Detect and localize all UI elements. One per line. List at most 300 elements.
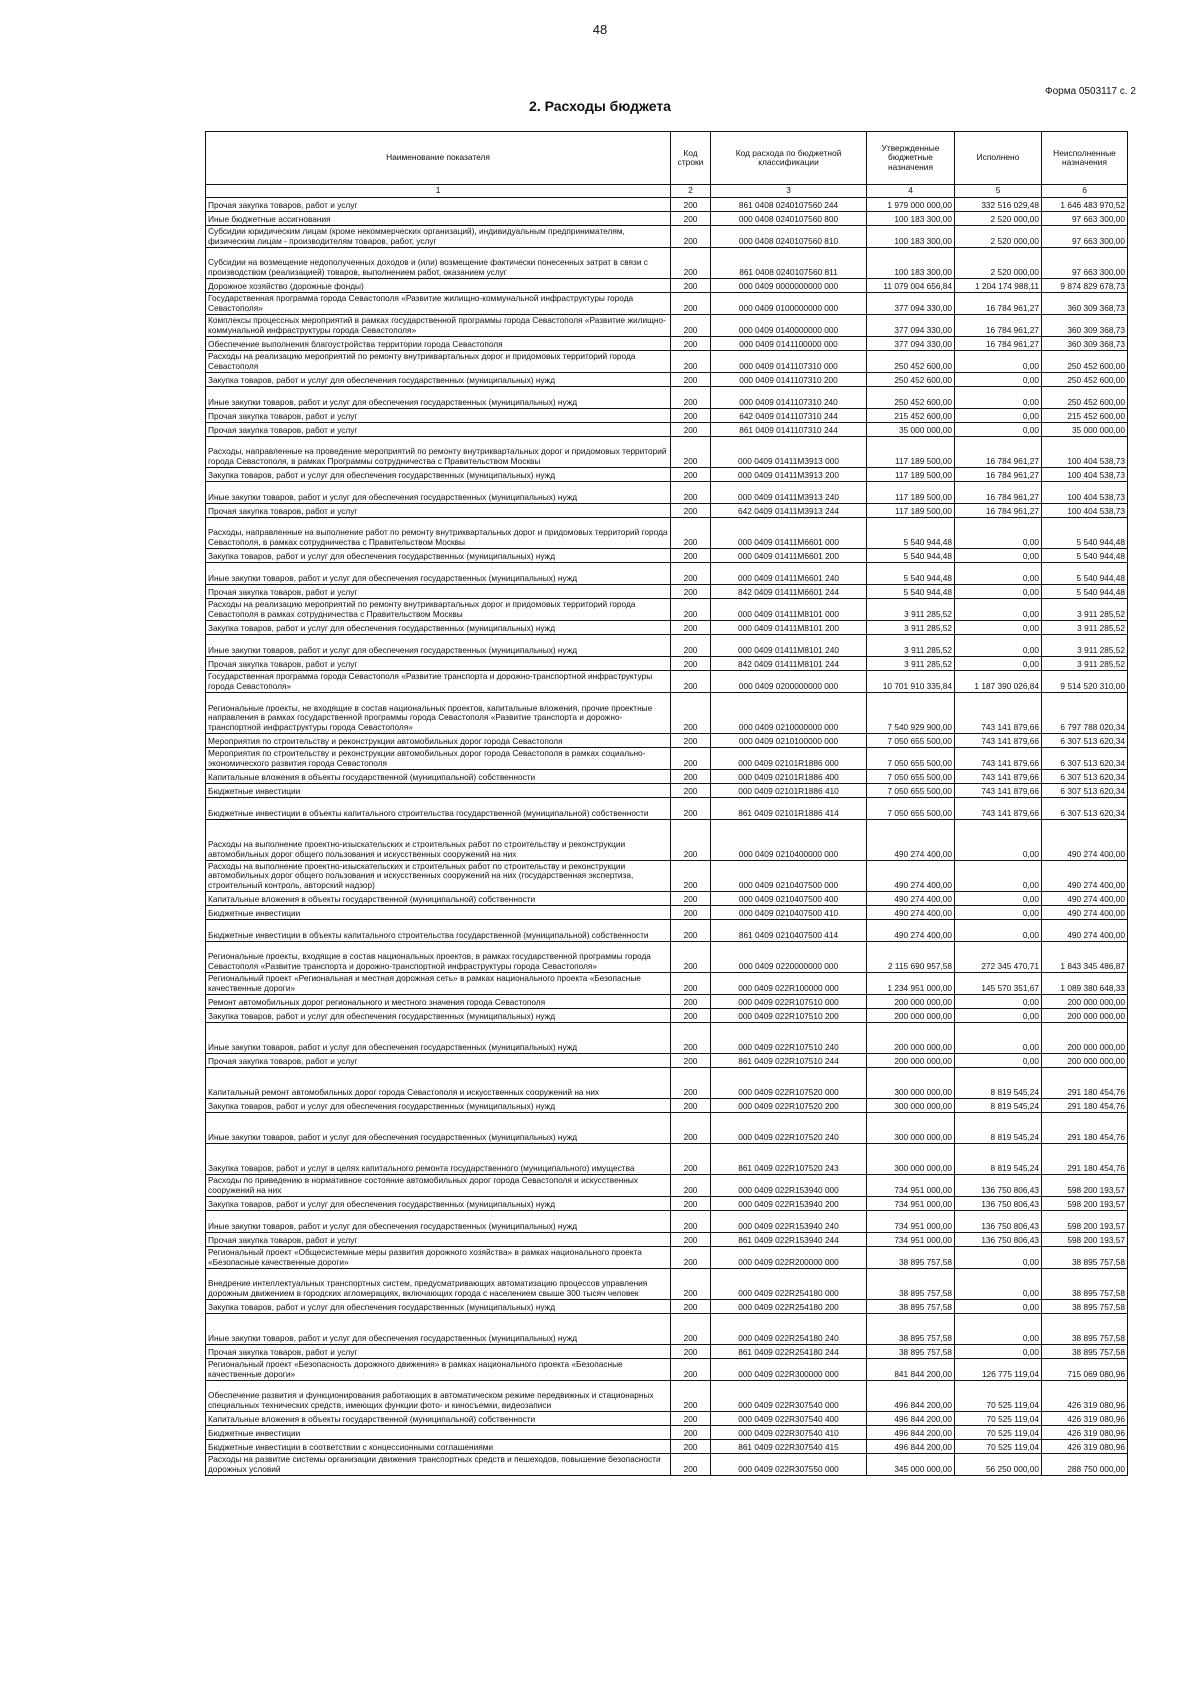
- row-name-cell: Субсидии на возмещение недополученных доходов и (или) возмещение фактически понесенных затрат в связи с производством (реализацией) товаров, выполнением работ, оказанием услуг: [206, 248, 671, 279]
- row-code-cell: 000 0409 022R153940 240: [711, 1211, 867, 1233]
- row-line-cell: 200: [671, 599, 711, 621]
- row-line-cell: 200: [671, 621, 711, 635]
- row-approved-cell: 300 000 000,00: [867, 1068, 955, 1099]
- table-row: [206, 1314, 1128, 1345]
- row-code-cell: 000 0409 0210000000 000: [711, 693, 867, 734]
- row-approved-cell: 490 274 400,00: [867, 820, 955, 861]
- row-approved-cell: 7 050 655 500,00: [867, 770, 955, 784]
- row-code-cell: 000 0409 022R107510 240: [711, 1023, 867, 1054]
- row-line-cell: 200: [671, 549, 711, 563]
- row-remaining-cell: 100 404 538,73: [1042, 482, 1128, 504]
- header-line-code: Код строки: [671, 132, 711, 185]
- row-approved-cell: 300 000 000,00: [867, 1113, 955, 1144]
- row-line-cell: 200: [671, 1454, 711, 1476]
- row-line-cell: 200: [671, 635, 711, 657]
- row-executed-cell: 0,00: [955, 423, 1042, 437]
- header-remaining: Неисполненные назначения: [1042, 132, 1128, 185]
- row-remaining-cell: 100 404 538,73: [1042, 437, 1128, 468]
- row-remaining-cell: 3 911 285,52: [1042, 599, 1128, 621]
- row-remaining-cell: 598 200 193,57: [1042, 1211, 1128, 1233]
- row-executed-cell: 0,00: [955, 1300, 1042, 1314]
- row-executed-cell: 0,00: [955, 351, 1042, 373]
- row-approved-cell: 100 183 300,00: [867, 248, 955, 279]
- row-approved-cell: 734 951 000,00: [867, 1211, 955, 1233]
- table-row: [206, 549, 1128, 563]
- row-name-cell: Бюджетные инвестиции: [206, 906, 671, 920]
- row-name-cell: Закупка товаров, работ и услуг для обеспечения государственных (муниципальных) нужд: [206, 621, 671, 635]
- row-executed-cell: 0,00: [955, 1247, 1042, 1269]
- row-approved-cell: 300 000 000,00: [867, 1144, 955, 1175]
- row-remaining-cell: 3 911 285,52: [1042, 657, 1128, 671]
- row-approved-cell: 100 183 300,00: [867, 226, 955, 248]
- row-line-cell: 200: [671, 1314, 711, 1345]
- row-approved-cell: 10 701 910 335,84: [867, 671, 955, 693]
- row-approved-cell: 38 895 757,58: [867, 1269, 955, 1300]
- table-row: [206, 1144, 1128, 1175]
- row-code-cell: 000 0409 02101R1886 400: [711, 770, 867, 784]
- column-number: 1: [206, 185, 671, 198]
- row-approved-cell: 5 540 944,48: [867, 563, 955, 585]
- row-line-cell: 200: [671, 1345, 711, 1359]
- row-remaining-cell: 715 069 080,96: [1042, 1359, 1128, 1381]
- row-code-cell: 000 0409 02101R1886 000: [711, 748, 867, 770]
- row-remaining-cell: 426 319 080,96: [1042, 1412, 1128, 1426]
- row-name-cell: Закупка товаров, работ и услуг для обеспечения государственных (муниципальных) нужд: [206, 1009, 671, 1023]
- row-remaining-cell: 250 452 600,00: [1042, 373, 1128, 387]
- row-remaining-cell: 6 307 513 620,34: [1042, 748, 1128, 770]
- row-approved-cell: 496 844 200,00: [867, 1381, 955, 1412]
- row-line-cell: 200: [671, 518, 711, 549]
- row-name-cell: Региональный проект «Безопасность дорожного движения» в рамках национального проекта «Безопасные качественные дороги»: [206, 1359, 671, 1381]
- row-code-cell: 000 0409 022R300000 000: [711, 1359, 867, 1381]
- column-number: 6: [1042, 185, 1128, 198]
- row-remaining-cell: 490 274 400,00: [1042, 906, 1128, 920]
- row-name-cell: Закупка товаров, работ и услуг для обеспечения государственных (муниципальных) нужд: [206, 1197, 671, 1211]
- table-row: [206, 942, 1128, 973]
- row-approved-cell: 3 911 285,52: [867, 599, 955, 621]
- row-executed-cell: 743 141 879,66: [955, 770, 1042, 784]
- row-name-cell: Закупка товаров, работ и услуг для обеспечения государственных (муниципальных) нужд: [206, 1300, 671, 1314]
- table-row: [206, 1023, 1128, 1054]
- row-code-cell: 000 0409 022R107510 200: [711, 1009, 867, 1023]
- row-line-cell: 200: [671, 212, 711, 226]
- row-remaining-cell: 598 200 193,57: [1042, 1233, 1128, 1247]
- row-line-cell: 200: [671, 942, 711, 973]
- row-name-cell: Мероприятия по строительству и реконструкции автомобильных дорог города Севастополя: [206, 734, 671, 748]
- row-remaining-cell: 100 404 538,73: [1042, 468, 1128, 482]
- row-line-cell: 200: [671, 657, 711, 671]
- row-executed-cell: 272 345 470,71: [955, 942, 1042, 973]
- row-remaining-cell: 288 750 000,00: [1042, 1454, 1128, 1476]
- row-code-cell: 000 0409 0141107310 240: [711, 387, 867, 409]
- row-name-cell: Иные закупки товаров, работ и услуг для обеспечения государственных (муниципальных) нужд: [206, 482, 671, 504]
- row-executed-cell: 0,00: [955, 373, 1042, 387]
- table-row: [206, 820, 1128, 861]
- row-approved-cell: 300 000 000,00: [867, 1099, 955, 1113]
- row-executed-cell: 2 520 000,00: [955, 212, 1042, 226]
- table-row: [206, 468, 1128, 482]
- row-remaining-cell: 426 319 080,96: [1042, 1426, 1128, 1440]
- row-remaining-cell: 490 274 400,00: [1042, 920, 1128, 942]
- row-line-cell: 200: [671, 226, 711, 248]
- row-approved-cell: 117 189 500,00: [867, 468, 955, 482]
- row-approved-cell: 1 979 000 000,00: [867, 198, 955, 212]
- row-name-cell: Закупка товаров, работ и услуг для обеспечения государственных (муниципальных) нужд: [206, 468, 671, 482]
- table-row: [206, 279, 1128, 293]
- row-approved-cell: 7 050 655 500,00: [867, 748, 955, 770]
- row-name-cell: Иные закупки товаров, работ и услуг для обеспечения государственных (муниципальных) нужд: [206, 1211, 671, 1233]
- table-row: [206, 1426, 1128, 1440]
- table-row: [206, 373, 1128, 387]
- row-approved-cell: 200 000 000,00: [867, 1009, 955, 1023]
- row-code-cell: 000 0409 01411M6601 000: [711, 518, 867, 549]
- row-approved-cell: 38 895 757,58: [867, 1314, 955, 1345]
- row-line-cell: 200: [671, 482, 711, 504]
- row-approved-cell: 38 895 757,58: [867, 1345, 955, 1359]
- row-name-cell: Региональные проекты, входящие в состав национальных проектов, в рамках государственной программы города Севастополя «Развитие транспорта и дорожно-транспортной инфраструктуры города Севастополя»: [206, 942, 671, 973]
- row-remaining-cell: 35 000 000,00: [1042, 423, 1128, 437]
- row-line-cell: 200: [671, 293, 711, 315]
- table-row: [206, 635, 1128, 657]
- row-line-cell: 200: [671, 1247, 711, 1269]
- row-code-cell: 000 0409 0210400000 000: [711, 820, 867, 861]
- row-approved-cell: 38 895 757,58: [867, 1247, 955, 1269]
- row-executed-cell: 16 784 961,27: [955, 482, 1042, 504]
- row-line-cell: 200: [671, 563, 711, 585]
- row-code-cell: 000 0409 0210407500 400: [711, 892, 867, 906]
- row-remaining-cell: 100 404 538,73: [1042, 504, 1128, 518]
- row-executed-cell: 0,00: [955, 518, 1042, 549]
- row-line-cell: 200: [671, 1440, 711, 1454]
- row-approved-cell: 117 189 500,00: [867, 482, 955, 504]
- row-approved-cell: 200 000 000,00: [867, 1023, 955, 1054]
- row-approved-cell: 250 452 600,00: [867, 373, 955, 387]
- row-executed-cell: 743 141 879,66: [955, 748, 1042, 770]
- row-remaining-cell: 490 274 400,00: [1042, 820, 1128, 861]
- row-remaining-cell: 38 895 757,58: [1042, 1345, 1128, 1359]
- row-executed-cell: 136 750 806,43: [955, 1233, 1042, 1247]
- row-code-cell: 642 0409 01411M3913 244: [711, 504, 867, 518]
- row-line-cell: 200: [671, 198, 711, 212]
- row-line-cell: 200: [671, 995, 711, 1009]
- row-approved-cell: 3 911 285,52: [867, 635, 955, 657]
- row-executed-cell: 2 520 000,00: [955, 248, 1042, 279]
- row-name-cell: Прочая закупка товаров, работ и услуг: [206, 409, 671, 423]
- row-approved-cell: 490 274 400,00: [867, 920, 955, 942]
- row-code-cell: 000 0409 022R107520 240: [711, 1113, 867, 1144]
- row-code-cell: 000 0409 022R100000 000: [711, 973, 867, 995]
- row-line-cell: 200: [671, 1233, 711, 1247]
- row-name-cell: Бюджетные инвестиции в объекты капитального строительства государственной (муниципальной) собственности: [206, 920, 671, 942]
- row-executed-cell: 0,00: [955, 585, 1042, 599]
- row-code-cell: 000 0409 022R153940 000: [711, 1175, 867, 1197]
- row-remaining-cell: 6 307 513 620,34: [1042, 770, 1128, 784]
- row-executed-cell: 2 520 000,00: [955, 226, 1042, 248]
- row-line-cell: 200: [671, 1099, 711, 1113]
- row-code-cell: 000 0409 01411M3913 000: [711, 437, 867, 468]
- table-row: [206, 1099, 1128, 1113]
- row-code-cell: 861 0409 0210407500 414: [711, 920, 867, 942]
- row-name-cell: Субсидии юридическим лицам (кроме некоммерческих организаций), индивидуальным предпринимателям, физическим лицам - производителям товаров, работ, услуг: [206, 226, 671, 248]
- header-expense-code: Код расхода по бюджетной классификации: [711, 132, 867, 185]
- row-code-cell: 000 0409 0000000000 000: [711, 279, 867, 293]
- row-code-cell: 000 0409 022R153940 200: [711, 1197, 867, 1211]
- row-executed-cell: 332 516 029,48: [955, 198, 1042, 212]
- row-code-cell: 861 0409 022R254180 244: [711, 1345, 867, 1359]
- table-row: [206, 1412, 1128, 1426]
- row-line-cell: 200: [671, 248, 711, 279]
- row-code-cell: 861 0409 022R107510 244: [711, 1054, 867, 1068]
- row-name-cell: Расходы на реализацию мероприятий по ремонту внутриквартальных дорог и придомовых территорий города Севастополя: [206, 351, 671, 373]
- row-executed-cell: 0,00: [955, 657, 1042, 671]
- row-name-cell: Расходы на выполнение проектно-изыскательских и строительных работ по строительству и реконструкции автомобильных дорог общего пользования и искусственных сооружений на них: [206, 820, 671, 861]
- page-number: 48: [592, 22, 608, 37]
- row-executed-cell: 145 570 351,67: [955, 973, 1042, 995]
- table-row: [206, 1233, 1128, 1247]
- row-code-cell: 000 0409 0210407500 000: [711, 861, 867, 892]
- row-executed-cell: 136 750 806,43: [955, 1197, 1042, 1211]
- row-name-cell: Бюджетные инвестиции в объекты капитального строительства государственной (муниципальной) собственности: [206, 798, 671, 820]
- row-code-cell: 000 0409 02101R1886 410: [711, 784, 867, 798]
- row-name-cell: Закупка товаров, работ и услуг в целях капитального ремонта государственного (муниципального) имущества: [206, 1144, 671, 1175]
- row-line-cell: 200: [671, 973, 711, 995]
- row-name-cell: Региональный проект «Общесистемные меры развития дорожного хозяйства» в рамках национального проекта «Безопасные качественные дороги»: [206, 1247, 671, 1269]
- row-code-cell: 861 0408 0240107560 244: [711, 198, 867, 212]
- row-line-cell: 200: [671, 423, 711, 437]
- row-code-cell: 861 0409 02101R1886 414: [711, 798, 867, 820]
- row-code-cell: 000 0409 0141107310 000: [711, 351, 867, 373]
- row-approved-cell: 490 274 400,00: [867, 861, 955, 892]
- row-remaining-cell: 360 309 368,73: [1042, 293, 1128, 315]
- row-line-cell: 200: [671, 1300, 711, 1314]
- row-approved-cell: 5 540 944,48: [867, 518, 955, 549]
- row-line-cell: 200: [671, 798, 711, 820]
- table-row: [206, 1440, 1128, 1454]
- row-code-cell: 000 0409 022R254180 200: [711, 1300, 867, 1314]
- table-row: [206, 1197, 1128, 1211]
- table-row: [206, 1359, 1128, 1381]
- row-remaining-cell: 9 874 829 678,73: [1042, 279, 1128, 293]
- row-remaining-cell: 5 540 944,48: [1042, 585, 1128, 599]
- row-remaining-cell: 38 895 757,58: [1042, 1269, 1128, 1300]
- table-row: [206, 798, 1128, 820]
- row-executed-cell: 0,00: [955, 820, 1042, 861]
- row-remaining-cell: 291 180 454,76: [1042, 1144, 1128, 1175]
- row-name-cell: Иные закупки товаров, работ и услуг для обеспечения государственных (муниципальных) нужд: [206, 1023, 671, 1054]
- row-name-cell: Иные закупки товаров, работ и услуг для обеспечения государственных (муниципальных) нужд: [206, 563, 671, 585]
- row-approved-cell: 5 540 944,48: [867, 549, 955, 563]
- row-remaining-cell: 1 843 345 486,87: [1042, 942, 1128, 973]
- row-remaining-cell: 6 307 513 620,34: [1042, 784, 1128, 798]
- row-name-cell: Расходы, направленные на проведение мероприятий по ремонту внутриквартальных дорог и придомовых территорий города Севастополя, в рамках Программы сотрудничества с Правительством Москвы: [206, 437, 671, 468]
- row-executed-cell: 8 819 545,24: [955, 1068, 1042, 1099]
- row-approved-cell: 734 951 000,00: [867, 1175, 955, 1197]
- row-line-cell: 200: [671, 585, 711, 599]
- table-row: [206, 518, 1128, 549]
- row-approved-cell: 215 452 600,00: [867, 409, 955, 423]
- row-approved-cell: 11 079 004 656,84: [867, 279, 955, 293]
- row-executed-cell: 0,00: [955, 1269, 1042, 1300]
- row-line-cell: 200: [671, 279, 711, 293]
- row-approved-cell: 345 000 000,00: [867, 1454, 955, 1476]
- row-approved-cell: 35 000 000,00: [867, 423, 955, 437]
- row-remaining-cell: 6 307 513 620,34: [1042, 734, 1128, 748]
- row-executed-cell: 0,00: [955, 387, 1042, 409]
- row-remaining-cell: 38 895 757,58: [1042, 1247, 1128, 1269]
- row-code-cell: 000 0409 01411M6601 240: [711, 563, 867, 585]
- row-executed-cell: 70 525 119,04: [955, 1440, 1042, 1454]
- table-row: [206, 621, 1128, 635]
- row-executed-cell: 16 784 961,27: [955, 337, 1042, 351]
- row-line-cell: 200: [671, 770, 711, 784]
- row-executed-cell: 0,00: [955, 861, 1042, 892]
- expenses-table: [205, 131, 1128, 1476]
- row-approved-cell: 496 844 200,00: [867, 1412, 955, 1426]
- row-name-cell: Государственная программа города Севастополя «Развитие жилищно-коммунальной инфраструктуры города Севастополя»: [206, 293, 671, 315]
- row-code-cell: 861 0409 022R307540 415: [711, 1440, 867, 1454]
- table-row: [206, 784, 1128, 798]
- table-row: [206, 226, 1128, 248]
- row-remaining-cell: 200 000 000,00: [1042, 1054, 1128, 1068]
- row-executed-cell: 0,00: [955, 1345, 1042, 1359]
- row-name-cell: Обеспечение выполнения благоустройства территории города Севастополя: [206, 337, 671, 351]
- row-approved-cell: 490 274 400,00: [867, 892, 955, 906]
- row-remaining-cell: 200 000 000,00: [1042, 995, 1128, 1009]
- table-row: [206, 585, 1128, 599]
- row-code-cell: 000 0408 0240107560 800: [711, 212, 867, 226]
- row-line-cell: 200: [671, 437, 711, 468]
- row-name-cell: Расходы на развитие системы организации движения транспортных средств и пешеходов, повышение безопасности дорожных условий: [206, 1454, 671, 1476]
- row-remaining-cell: 426 319 080,96: [1042, 1440, 1128, 1454]
- row-line-cell: 200: [671, 748, 711, 770]
- table-row: [206, 861, 1128, 892]
- row-line-cell: 200: [671, 373, 711, 387]
- row-remaining-cell: 3 911 285,52: [1042, 621, 1128, 635]
- table-row: [206, 1300, 1128, 1314]
- row-remaining-cell: 291 180 454,76: [1042, 1068, 1128, 1099]
- row-name-cell: Иные закупки товаров, работ и услуг для обеспечения государственных (муниципальных) нужд: [206, 387, 671, 409]
- row-code-cell: 000 0409 01411M3913 240: [711, 482, 867, 504]
- row-name-cell: Прочая закупка товаров, работ и услуг: [206, 657, 671, 671]
- column-number: 3: [711, 185, 867, 198]
- row-line-cell: 200: [671, 734, 711, 748]
- row-name-cell: Прочая закупка товаров, работ и услуг: [206, 1233, 671, 1247]
- row-approved-cell: 7 540 929 900,00: [867, 693, 955, 734]
- row-code-cell: 000 0409 022R200000 000: [711, 1247, 867, 1269]
- table-header-row: [206, 132, 1128, 185]
- row-name-cell: Расходы на реализацию мероприятий по ремонту внутриквартальных дорог и придомовых территорий города Севастополя в рамках сотрудничества с Правительством Москвы: [206, 599, 671, 621]
- row-remaining-cell: 490 274 400,00: [1042, 861, 1128, 892]
- row-executed-cell: 8 819 545,24: [955, 1144, 1042, 1175]
- row-remaining-cell: 5 540 944,48: [1042, 563, 1128, 585]
- row-line-cell: 200: [671, 351, 711, 373]
- table-row: [206, 1009, 1128, 1023]
- row-line-cell: 200: [671, 820, 711, 861]
- table-row: [206, 1211, 1128, 1233]
- row-approved-cell: 200 000 000,00: [867, 995, 955, 1009]
- row-name-cell: Иные закупки товаров, работ и услуг для обеспечения государственных (муниципальных) нужд: [206, 1314, 671, 1345]
- row-remaining-cell: 200 000 000,00: [1042, 1009, 1128, 1023]
- row-name-cell: Дорожное хозяйство (дорожные фонды): [206, 279, 671, 293]
- row-executed-cell: 16 784 961,27: [955, 504, 1042, 518]
- row-code-cell: 000 0409 01411M8101 240: [711, 635, 867, 657]
- row-approved-cell: 5 540 944,48: [867, 585, 955, 599]
- row-remaining-cell: 598 200 193,57: [1042, 1197, 1128, 1211]
- row-line-cell: 200: [671, 504, 711, 518]
- row-executed-cell: 1 187 390 026,84: [955, 671, 1042, 693]
- table-row: [206, 671, 1128, 693]
- row-name-cell: Государственная программа города Севастополя «Развитие транспорта и дорожно-транспортной инфраструктуры города Севастополя»: [206, 671, 671, 693]
- row-line-cell: 200: [671, 1113, 711, 1144]
- row-name-cell: Иные закупки товаров, работ и услуг для обеспечения государственных (муниципальных) нужд: [206, 1113, 671, 1144]
- row-line-cell: 200: [671, 671, 711, 693]
- row-code-cell: 000 0409 01411M8101 000: [711, 599, 867, 621]
- row-approved-cell: 377 094 330,00: [867, 337, 955, 351]
- row-name-cell: Капитальные вложения в объекты государственной (муниципальной) собственности: [206, 770, 671, 784]
- table-row: [206, 387, 1128, 409]
- row-executed-cell: 0,00: [955, 549, 1042, 563]
- row-code-cell: 000 0409 022R307540 000: [711, 1381, 867, 1412]
- row-line-cell: 200: [671, 1211, 711, 1233]
- row-executed-cell: 126 775 119,04: [955, 1359, 1042, 1381]
- row-executed-cell: 0,00: [955, 920, 1042, 942]
- row-name-cell: Прочая закупка товаров, работ и услуг: [206, 423, 671, 437]
- table-row: [206, 1345, 1128, 1359]
- table-row: [206, 906, 1128, 920]
- row-approved-cell: 496 844 200,00: [867, 1426, 955, 1440]
- table-row: [206, 563, 1128, 585]
- row-line-cell: 200: [671, 1144, 711, 1175]
- row-remaining-cell: 1 089 380 648,33: [1042, 973, 1128, 995]
- column-number-row: [206, 185, 1128, 198]
- row-executed-cell: 743 141 879,66: [955, 784, 1042, 798]
- row-line-cell: 200: [671, 1426, 711, 1440]
- table-row: [206, 337, 1128, 351]
- row-name-cell: Прочая закупка товаров, работ и услуг: [206, 585, 671, 599]
- row-name-cell: Расходы по приведению в нормативное состояние автомобильных дорог города Севастополя и искусственных сооружений на них: [206, 1175, 671, 1197]
- row-name-cell: Региональные проекты, не входящие в состав национальных проектов, капитальные вложения, прочие проектные направления в рамках государственной программы города Севастополя «Развитие транспорта и дорожно-транспортной инфраструктуры города Севастополя»: [206, 693, 671, 734]
- row-name-cell: Бюджетные инвестиции: [206, 1426, 671, 1440]
- row-executed-cell: 136 750 806,43: [955, 1175, 1042, 1197]
- row-remaining-cell: 3 911 285,52: [1042, 635, 1128, 657]
- row-approved-cell: 3 911 285,52: [867, 657, 955, 671]
- table-row: [206, 293, 1128, 315]
- row-remaining-cell: 6 307 513 620,34: [1042, 798, 1128, 820]
- row-approved-cell: 377 094 330,00: [867, 293, 955, 315]
- row-approved-cell: 7 050 655 500,00: [867, 798, 955, 820]
- row-name-cell: Иные бюджетные ассигнования: [206, 212, 671, 226]
- row-line-cell: 200: [671, 693, 711, 734]
- row-approved-cell: 117 189 500,00: [867, 437, 955, 468]
- row-code-cell: 000 0408 0240107560 810: [711, 226, 867, 248]
- row-line-cell: 200: [671, 1412, 711, 1426]
- row-code-cell: 000 0409 022R254180 240: [711, 1314, 867, 1345]
- table-row: [206, 1381, 1128, 1412]
- row-remaining-cell: 426 319 080,96: [1042, 1381, 1128, 1412]
- table-row: [206, 482, 1128, 504]
- row-name-cell: Закупка товаров, работ и услуг для обеспечения государственных (муниципальных) нужд: [206, 1099, 671, 1113]
- row-name-cell: Закупка товаров, работ и услуг для обеспечения государственных (муниципальных) нужд: [206, 549, 671, 563]
- header-executed: Исполнено: [955, 132, 1042, 185]
- row-code-cell: 642 0409 0141107310 244: [711, 409, 867, 423]
- row-code-cell: 000 0409 01411M8101 200: [711, 621, 867, 635]
- row-approved-cell: 100 183 300,00: [867, 212, 955, 226]
- table-row: [206, 973, 1128, 995]
- row-line-cell: 200: [671, 892, 711, 906]
- row-approved-cell: 490 274 400,00: [867, 906, 955, 920]
- row-code-cell: 000 0409 0141100000 000: [711, 337, 867, 351]
- row-line-cell: 200: [671, 1381, 711, 1412]
